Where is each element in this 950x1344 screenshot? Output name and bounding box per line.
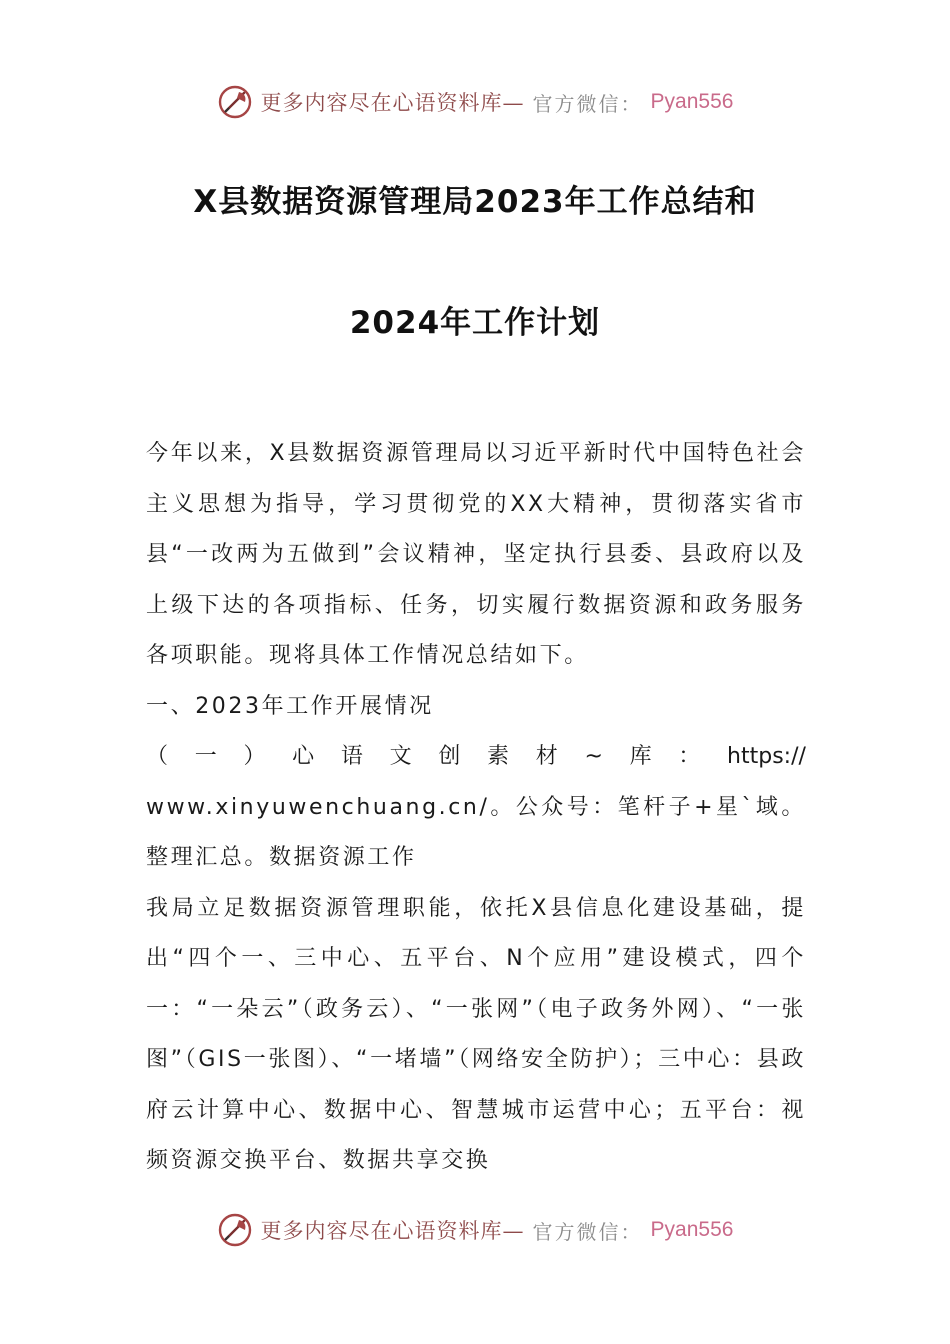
watermark-wechat-label: 官方微信：: [532, 1219, 643, 1244]
watermark-text: 更多内容尽在心语资料库—: [260, 1219, 525, 1243]
document-body: [146, 429, 806, 1187]
spread-char: 一: [194, 744, 217, 769]
document-title-line-1: X县数据资源管理局2023年工作总结和: [193, 184, 757, 220]
spread-char: ~: [584, 744, 603, 769]
footer-watermark: [0, 1210, 950, 1250]
spread-url: https://: [727, 744, 806, 769]
header-watermark: [0, 82, 950, 122]
spread-char: 创: [438, 744, 461, 769]
spread-char: 文: [389, 744, 412, 769]
watermark-wechat-label: 官方微信：: [532, 91, 643, 116]
spread-char: ：: [678, 744, 701, 769]
spread-char: （: [146, 744, 169, 769]
spread-char: ）: [243, 744, 266, 769]
spread-char: 心: [292, 744, 315, 769]
body-paragraph-2: 我局立足数据资源管理职能，依托X县信息化建设基础，提出“四个一、三中心、五平台、N个应用”建设模式，四个一：“一朵云”（政务云）、“一张网”（电子政务外网）、“一张图”（GIS一张图）、“一堵墙”（网络安全防护）；三中心：县政府云计算中心、数据中心、智慧城市运营中心；五平台：视频资源交换平台、数据共享交换: [146, 895, 806, 1173]
intro-paragraph: 今年以来，X县数据资源管理局以习近平新时代中国特色社会主义思想为指导，学习贯彻党的XX大精神，贯彻落实省市县“一改两为五做到”会议精神，坚定执行县委、县政府以及上级下达的各项指标、任务，切实履行数据资源和政务服务各项职能。现将具体工作情况总结如下。: [146, 441, 806, 668]
section-heading-1: 一、2023年工作开展情况: [146, 693, 434, 719]
spread-char: 库: [629, 744, 652, 769]
watermark-text: 更多内容尽在心语资料库—: [260, 91, 525, 115]
watermark-wechat-id: Pyan556: [650, 1218, 734, 1241]
subsection-heading-continuation: www.xinyuwenchuang.cn/。公众号：笔杆子+星`域。整理汇总。数据资源工作: [146, 794, 806, 870]
subsection-heading-spread: [146, 732, 806, 783]
document-title-line-2: 2024年工作计划: [349, 305, 601, 341]
watermark-wechat-id: Pyan556: [650, 90, 734, 113]
quill-pen-logo-icon: [217, 84, 253, 120]
quill-pen-logo-icon: [217, 1212, 253, 1248]
spread-char: 语: [340, 744, 363, 769]
spread-char: 材: [535, 744, 558, 769]
spread-char: 素: [487, 744, 510, 769]
